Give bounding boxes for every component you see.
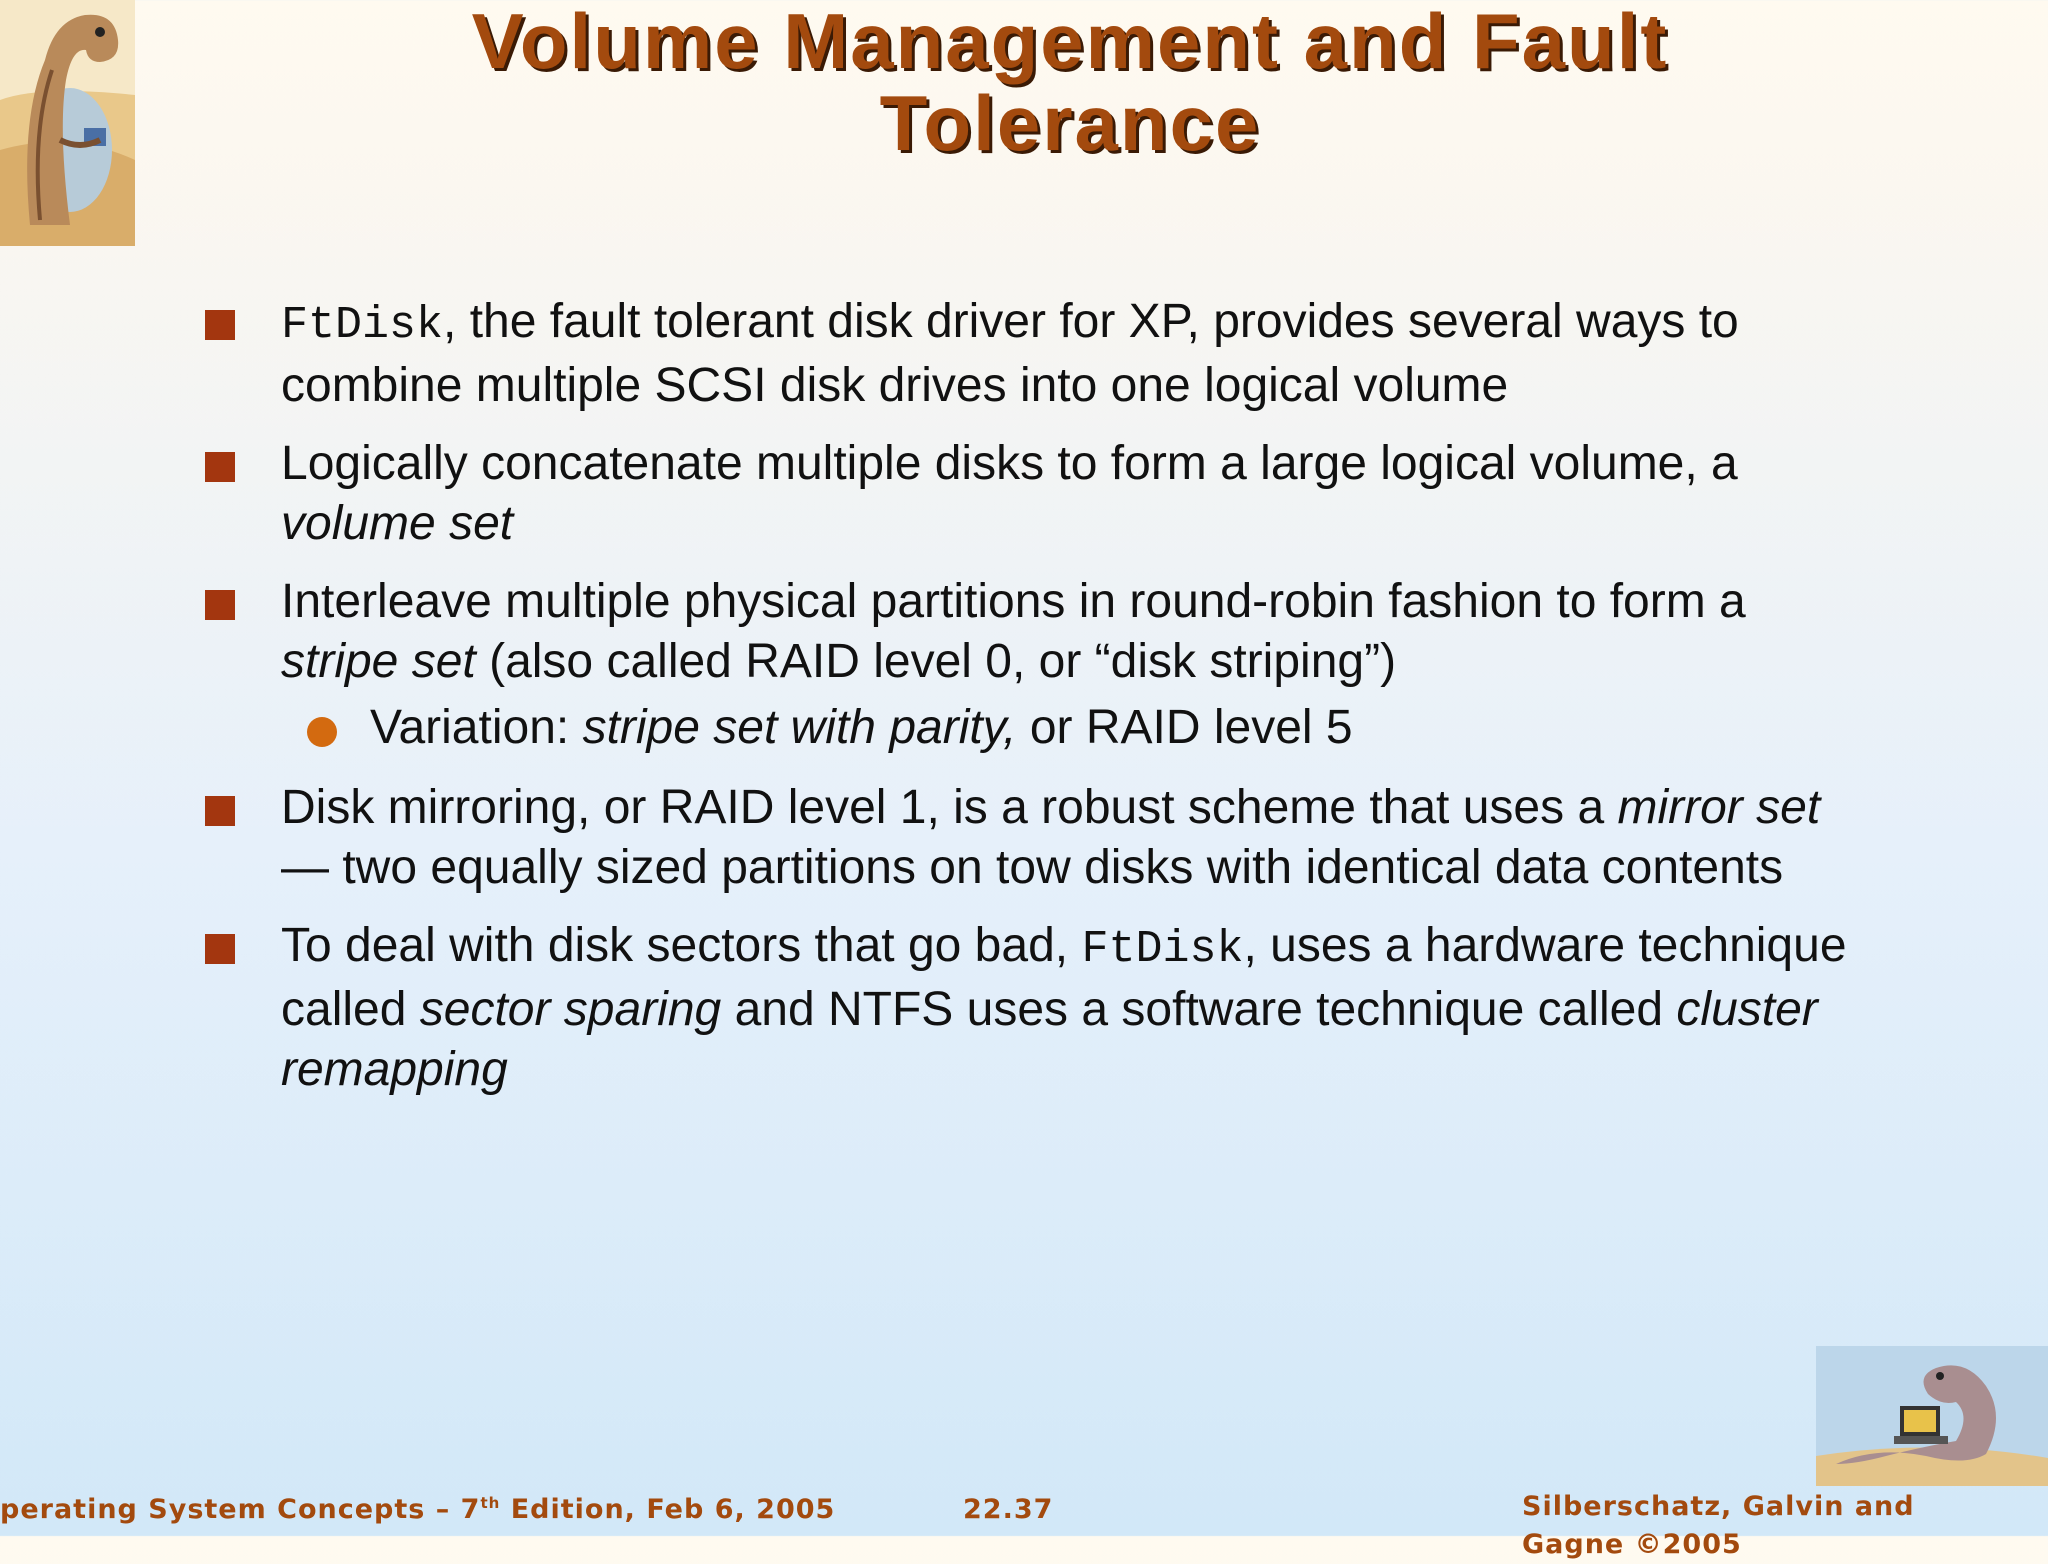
- bullet-list: [205, 292, 1875, 1118]
- sub-bullet-text-cont: or RAID level 5: [1016, 701, 1353, 754]
- sub-list-item: [205, 698, 1875, 758]
- code-text: FtDisk: [1081, 924, 1244, 975]
- bullet-text: To deal with disk sectors that go bad,: [281, 919, 1082, 972]
- list-item: [205, 778, 1875, 898]
- bullet-text: Logically concatenate multiple disks to form a large logical volume, a: [281, 437, 1738, 490]
- page-number: 22.37: [963, 1494, 1054, 1525]
- footer-right: Silberschatz, Galvin and Gagne ©2005: [1522, 1491, 1915, 1560]
- footer-left-text-cont: Edition, Feb 6, 2005: [500, 1494, 836, 1525]
- bullet-text: Interleave multiple physical partitions in round-robin fashion to form a: [281, 575, 1746, 628]
- footer-superscript: th: [480, 1494, 501, 1512]
- dinosaur-icon: [0, 0, 135, 246]
- list-item: [205, 434, 1875, 554]
- square-bullet-icon: [205, 590, 235, 620]
- bullet-text-cont: , uses a hardware technique called: [281, 919, 1847, 1036]
- footer-left-text: perating System Concepts – 7: [0, 1494, 481, 1525]
- sub-bullet-text: Variation:: [370, 701, 583, 754]
- slide-title: Volume Management and Fault Tolerance: [471, 0, 1669, 167]
- bullet-text-cont: (also called RAID level 0, or “disk striping”): [475, 635, 1397, 688]
- emphasis-term: sector sparing: [419, 983, 722, 1036]
- emphasis-term: volume set: [281, 497, 514, 550]
- bullet-text: , the fault tolerant disk driver for XP, provides several ways to combine multiple SCSI disk drives into one logical volume: [281, 295, 1739, 412]
- emphasis-term: mirror set: [1617, 781, 1821, 834]
- bullet-text-cont: — two equally sized partitions on tow disks with identical data contents: [281, 841, 1784, 894]
- emphasis-term: cluster remapping: [281, 983, 1818, 1096]
- code-text: FtDisk: [281, 300, 444, 351]
- dinosaur-laptop-icon: [1816, 1346, 2048, 1486]
- bullet-text: Disk mirroring, or RAID level 1, is a robust scheme that uses a: [281, 781, 1618, 834]
- square-bullet-icon: [205, 934, 235, 964]
- square-bullet-icon: [205, 796, 235, 826]
- emphasis-term: stripe set: [281, 635, 476, 688]
- round-bullet-icon: [307, 717, 337, 747]
- square-bullet-icon: [205, 452, 235, 482]
- list-item: [205, 916, 1875, 1100]
- list-item: [205, 292, 1875, 416]
- bullet-text-cont: and NTFS uses a software technique called: [721, 983, 1677, 1036]
- footer-left: [0, 1494, 835, 1525]
- emphasis-term: stripe set with parity,: [582, 701, 1017, 754]
- list-item: [205, 572, 1875, 692]
- square-bullet-icon: [205, 310, 235, 340]
